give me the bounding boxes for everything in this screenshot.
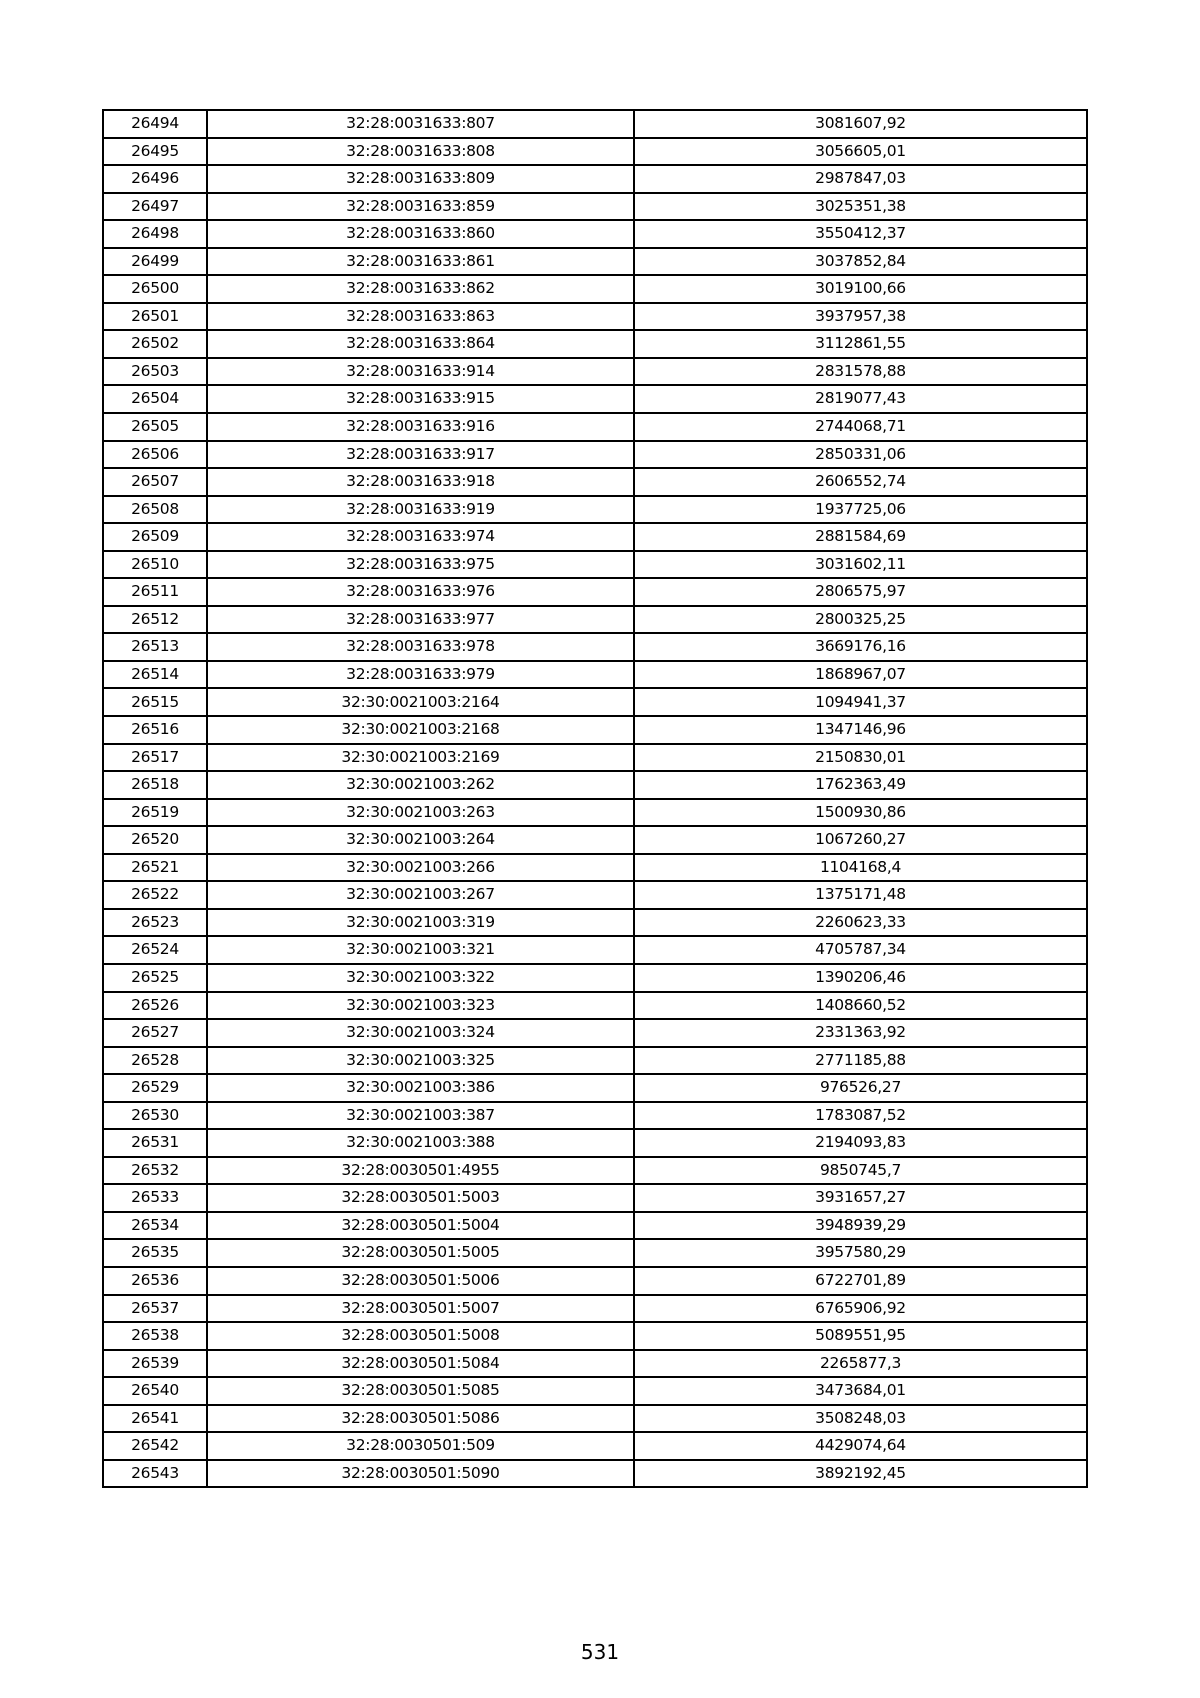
row-number-cell: 26520 [103, 826, 207, 854]
row-number-cell: 26524 [103, 936, 207, 964]
table-row [103, 1102, 1087, 1130]
cadastral-number-cell: 32:30:0021003:325 [207, 1047, 634, 1075]
table-row [103, 771, 1087, 799]
row-number-cell: 26519 [103, 799, 207, 827]
table-row [103, 385, 1087, 413]
row-number-cell: 26516 [103, 716, 207, 744]
row-number-cell: 26535 [103, 1239, 207, 1267]
table-row [103, 138, 1087, 166]
table-row [103, 1239, 1087, 1267]
value-cell: 3892192,45 [634, 1460, 1087, 1488]
row-number-cell: 26538 [103, 1322, 207, 1350]
row-number-cell: 26528 [103, 1047, 207, 1075]
row-number-cell: 26502 [103, 330, 207, 358]
row-number-cell: 26511 [103, 578, 207, 606]
cadastral-number-cell: 32:30:0021003:321 [207, 936, 634, 964]
row-number-cell: 26539 [103, 1350, 207, 1378]
value-cell: 3112861,55 [634, 330, 1087, 358]
table-row [103, 248, 1087, 276]
table-row [103, 165, 1087, 193]
value-cell: 4705787,34 [634, 936, 1087, 964]
value-cell: 2771185,88 [634, 1047, 1087, 1075]
cadastral-number-cell: 32:28:0031633:864 [207, 330, 634, 358]
cadastral-number-cell: 32:28:0030501:4955 [207, 1157, 634, 1185]
row-number-cell: 26508 [103, 496, 207, 524]
row-number-cell: 26529 [103, 1074, 207, 1102]
table-row [103, 1460, 1087, 1488]
value-cell: 3037852,84 [634, 248, 1087, 276]
value-cell: 4429074,64 [634, 1432, 1087, 1460]
row-number-cell: 26496 [103, 165, 207, 193]
cadastral-number-cell: 32:28:0031633:979 [207, 661, 634, 689]
cadastral-number-cell: 32:28:0031633:977 [207, 606, 634, 634]
cadastral-number-cell: 32:28:0030501:5005 [207, 1239, 634, 1267]
cadastral-number-cell: 32:30:0021003:264 [207, 826, 634, 854]
cadastral-number-cell: 32:28:0030501:5085 [207, 1377, 634, 1405]
cadastral-number-cell: 32:30:0021003:262 [207, 771, 634, 799]
row-number-cell: 26527 [103, 1019, 207, 1047]
table-body [103, 110, 1087, 1487]
row-number-cell: 26510 [103, 551, 207, 579]
value-cell: 3025351,38 [634, 193, 1087, 221]
table-row [103, 606, 1087, 634]
value-cell: 976526,27 [634, 1074, 1087, 1102]
value-cell: 1408660,52 [634, 992, 1087, 1020]
value-cell: 6722701,89 [634, 1267, 1087, 1295]
cadastral-number-cell: 32:28:0031633:861 [207, 248, 634, 276]
table-row [103, 826, 1087, 854]
value-cell: 9850745,7 [634, 1157, 1087, 1185]
table-row [103, 992, 1087, 1020]
value-cell: 1347146,96 [634, 716, 1087, 744]
value-cell: 1868967,07 [634, 661, 1087, 689]
table-row [103, 1350, 1087, 1378]
table-row [103, 330, 1087, 358]
table-row [103, 1047, 1087, 1075]
value-cell: 3056605,01 [634, 138, 1087, 166]
value-cell: 2819077,43 [634, 385, 1087, 413]
cadastral-number-cell: 32:30:0021003:263 [207, 799, 634, 827]
row-number-cell: 26505 [103, 413, 207, 441]
table-row [103, 1267, 1087, 1295]
table-row [103, 275, 1087, 303]
cadastral-number-cell: 32:30:0021003:323 [207, 992, 634, 1020]
row-number-cell: 26540 [103, 1377, 207, 1405]
row-number-cell: 26523 [103, 909, 207, 937]
table-row [103, 441, 1087, 469]
row-number-cell: 26533 [103, 1184, 207, 1212]
table-row [103, 220, 1087, 248]
cadastral-number-cell: 32:28:0031633:863 [207, 303, 634, 331]
cadastral-number-cell: 32:28:0031633:919 [207, 496, 634, 524]
value-cell: 1762363,49 [634, 771, 1087, 799]
cadastral-number-cell: 32:28:0031633:978 [207, 633, 634, 661]
row-number-cell: 26498 [103, 220, 207, 248]
row-number-cell: 26543 [103, 1460, 207, 1488]
table-row [103, 193, 1087, 221]
table-row [103, 688, 1087, 716]
table-row [103, 661, 1087, 689]
row-number-cell: 26521 [103, 854, 207, 882]
row-number-cell: 26518 [103, 771, 207, 799]
cadastral-number-cell: 32:28:0031633:808 [207, 138, 634, 166]
value-cell: 1375171,48 [634, 881, 1087, 909]
value-cell: 3081607,92 [634, 110, 1087, 138]
cadastral-number-cell: 32:30:0021003:319 [207, 909, 634, 937]
row-number-cell: 26532 [103, 1157, 207, 1185]
row-number-cell: 26534 [103, 1212, 207, 1240]
row-number-cell: 26494 [103, 110, 207, 138]
cadastral-number-cell: 32:28:0030501:5004 [207, 1212, 634, 1240]
cadastral-number-cell: 32:28:0030501:5006 [207, 1267, 634, 1295]
row-number-cell: 26515 [103, 688, 207, 716]
cadastral-number-cell: 32:30:0021003:2168 [207, 716, 634, 744]
row-number-cell: 26509 [103, 523, 207, 551]
row-number-cell: 26537 [103, 1295, 207, 1323]
table-row [103, 551, 1087, 579]
table-row [103, 1074, 1087, 1102]
cadastral-number-cell: 32:28:0031633:809 [207, 165, 634, 193]
table-row [103, 633, 1087, 661]
cadastral-number-cell: 32:28:0030501:5007 [207, 1295, 634, 1323]
value-cell: 1067260,27 [634, 826, 1087, 854]
table-row [103, 744, 1087, 772]
row-number-cell: 26503 [103, 358, 207, 386]
table-row [103, 1129, 1087, 1157]
table-row [103, 909, 1087, 937]
table-row [103, 1322, 1087, 1350]
cadastral-number-cell: 32:28:0030501:509 [207, 1432, 634, 1460]
table-row [103, 1405, 1087, 1433]
table-row [103, 578, 1087, 606]
table-row [103, 496, 1087, 524]
row-number-cell: 26542 [103, 1432, 207, 1460]
value-cell: 6765906,92 [634, 1295, 1087, 1323]
table-row [103, 964, 1087, 992]
row-number-cell: 26501 [103, 303, 207, 331]
value-cell: 5089551,95 [634, 1322, 1087, 1350]
value-cell: 2194093,83 [634, 1129, 1087, 1157]
row-number-cell: 26506 [103, 441, 207, 469]
table-row [103, 936, 1087, 964]
table-row [103, 854, 1087, 882]
cadastral-number-cell: 32:28:0031633:974 [207, 523, 634, 551]
page-number: 531 [580, 1640, 620, 1664]
cadastral-number-cell: 32:28:0031633:914 [207, 358, 634, 386]
cadastral-number-cell: 32:28:0031633:975 [207, 551, 634, 579]
cadastral-number-cell: 32:30:0021003:324 [207, 1019, 634, 1047]
cadastral-number-cell: 32:30:0021003:267 [207, 881, 634, 909]
table-row [103, 1432, 1087, 1460]
cadastral-number-cell: 32:28:0031633:859 [207, 193, 634, 221]
cadastral-number-cell: 32:28:0030501:5090 [207, 1460, 634, 1488]
value-cell: 1783087,52 [634, 1102, 1087, 1130]
cadastral-number-cell: 32:28:0030501:5008 [207, 1322, 634, 1350]
table-row [103, 716, 1087, 744]
cadastral-number-cell: 32:28:0031633:917 [207, 441, 634, 469]
cadastral-number-cell: 32:30:0021003:266 [207, 854, 634, 882]
table-row [103, 1157, 1087, 1185]
table-row [103, 1212, 1087, 1240]
value-cell: 3031602,11 [634, 551, 1087, 579]
value-cell: 3473684,01 [634, 1377, 1087, 1405]
table-row [103, 303, 1087, 331]
row-number-cell: 26500 [103, 275, 207, 303]
cadastral-number-cell: 32:30:0021003:386 [207, 1074, 634, 1102]
table-row [103, 413, 1087, 441]
row-number-cell: 26530 [103, 1102, 207, 1130]
value-cell: 2744068,71 [634, 413, 1087, 441]
row-number-cell: 26517 [103, 744, 207, 772]
table-row [103, 1019, 1087, 1047]
value-cell: 3931657,27 [634, 1184, 1087, 1212]
row-number-cell: 26507 [103, 468, 207, 496]
cadastral-number-cell: 32:30:0021003:387 [207, 1102, 634, 1130]
table-row [103, 1295, 1087, 1323]
cadastral-number-cell: 32:30:0021003:2169 [207, 744, 634, 772]
value-cell: 1094941,37 [634, 688, 1087, 716]
value-cell: 1104168,4 [634, 854, 1087, 882]
value-cell: 2800325,25 [634, 606, 1087, 634]
cadastral-number-cell: 32:28:0030501:5084 [207, 1350, 634, 1378]
value-cell: 2331363,92 [634, 1019, 1087, 1047]
row-number-cell: 26513 [103, 633, 207, 661]
row-number-cell: 26512 [103, 606, 207, 634]
row-number-cell: 26525 [103, 964, 207, 992]
cadastral-number-cell: 32:28:0031633:976 [207, 578, 634, 606]
row-number-cell: 26495 [103, 138, 207, 166]
cadastral-number-cell: 32:28:0031633:860 [207, 220, 634, 248]
value-cell: 3937957,38 [634, 303, 1087, 331]
row-number-cell: 26499 [103, 248, 207, 276]
value-cell: 1390206,46 [634, 964, 1087, 992]
row-number-cell: 26514 [103, 661, 207, 689]
value-cell: 1500930,86 [634, 799, 1087, 827]
cadastral-number-cell: 32:30:0021003:2164 [207, 688, 634, 716]
table-row [103, 799, 1087, 827]
table-row [103, 881, 1087, 909]
table-row [103, 1377, 1087, 1405]
value-cell: 2831578,88 [634, 358, 1087, 386]
table-row [103, 358, 1087, 386]
value-cell: 2987847,03 [634, 165, 1087, 193]
table-row [103, 1184, 1087, 1212]
cadastral-number-cell: 32:28:0030501:5086 [207, 1405, 634, 1433]
row-number-cell: 26497 [103, 193, 207, 221]
value-cell: 2806575,97 [634, 578, 1087, 606]
value-cell: 3957580,29 [634, 1239, 1087, 1267]
row-number-cell: 26536 [103, 1267, 207, 1295]
cadastral-number-cell: 32:30:0021003:322 [207, 964, 634, 992]
row-number-cell: 26541 [103, 1405, 207, 1433]
table-row [103, 468, 1087, 496]
row-number-cell: 26531 [103, 1129, 207, 1157]
data-table [102, 109, 1088, 1488]
value-cell: 3550412,37 [634, 220, 1087, 248]
cadastral-number-cell: 32:28:0031633:807 [207, 110, 634, 138]
table-row [103, 523, 1087, 551]
cadastral-number-cell: 32:30:0021003:388 [207, 1129, 634, 1157]
table-row [103, 110, 1087, 138]
cadastral-number-cell: 32:28:0031633:862 [207, 275, 634, 303]
row-number-cell: 26522 [103, 881, 207, 909]
cadastral-number-cell: 32:28:0031633:915 [207, 385, 634, 413]
cadastral-number-cell: 32:28:0031633:916 [207, 413, 634, 441]
value-cell: 3508248,03 [634, 1405, 1087, 1433]
cadastral-number-cell: 32:28:0031633:918 [207, 468, 634, 496]
row-number-cell: 26526 [103, 992, 207, 1020]
value-cell: 2260623,33 [634, 909, 1087, 937]
value-cell: 3669176,16 [634, 633, 1087, 661]
value-cell: 2881584,69 [634, 523, 1087, 551]
value-cell: 2606552,74 [634, 468, 1087, 496]
value-cell: 3019100,66 [634, 275, 1087, 303]
value-cell: 2265877,3 [634, 1350, 1087, 1378]
cadastral-number-cell: 32:28:0030501:5003 [207, 1184, 634, 1212]
value-cell: 2150830,01 [634, 744, 1087, 772]
value-cell: 2850331,06 [634, 441, 1087, 469]
value-cell: 1937725,06 [634, 496, 1087, 524]
row-number-cell: 26504 [103, 385, 207, 413]
value-cell: 3948939,29 [634, 1212, 1087, 1240]
